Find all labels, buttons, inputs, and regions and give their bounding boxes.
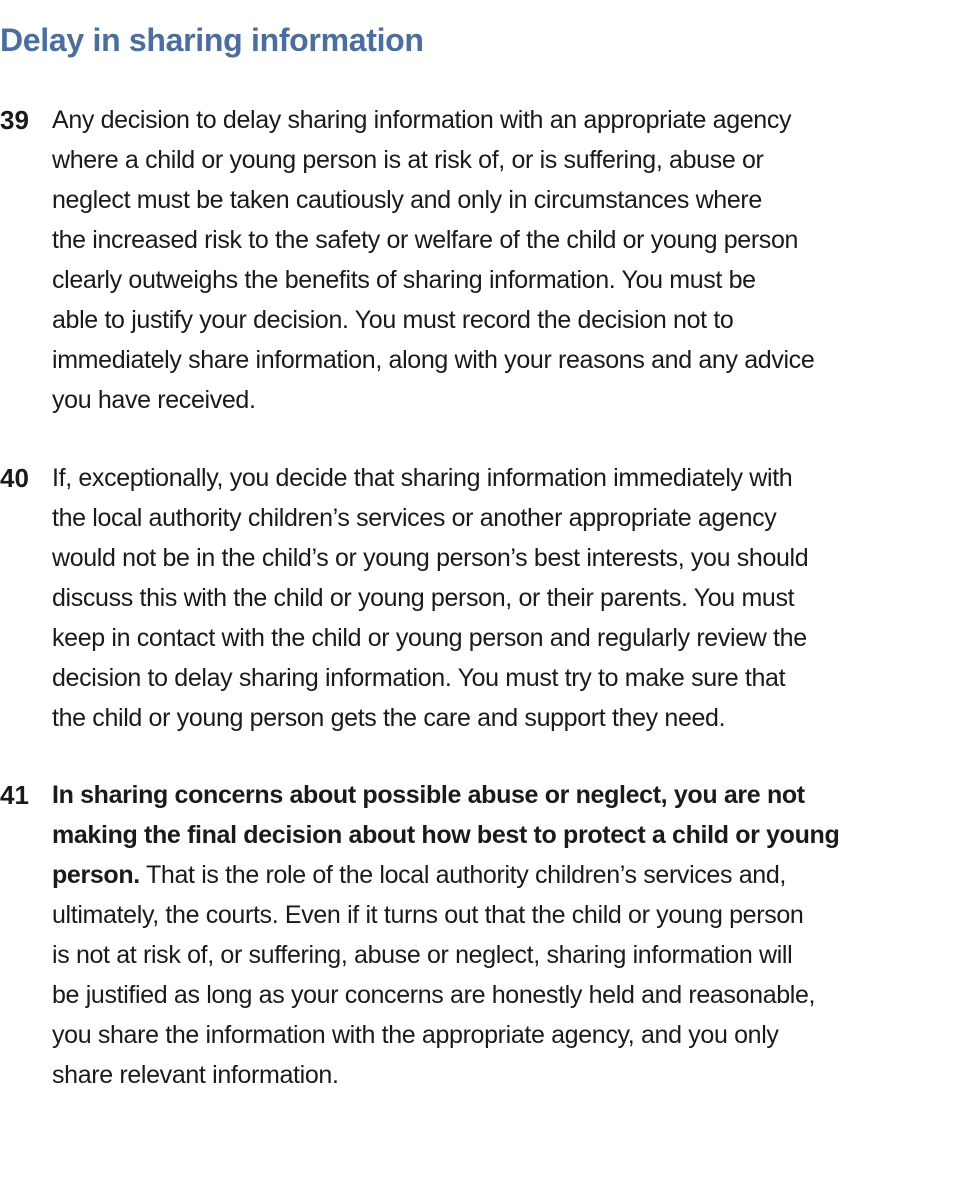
text-line: would not be in the child’s or young person’s best interests, you should — [52, 544, 809, 572]
text-line: you have received. — [52, 386, 256, 414]
text-continuation: That is the role of the local authority children’s services and, — [139, 861, 786, 889]
text-line — [52, 855, 952, 895]
emphasis-line: making the final decision about how best to protect a child or young — [52, 821, 840, 849]
text-line: able to justify your decision. You must record the decision not to — [52, 306, 734, 334]
paragraph-number: 39 — [0, 105, 29, 135]
paragraph-text — [52, 458, 952, 738]
text-line: keep in contact with the child or young person and regularly review the — [52, 624, 807, 652]
text-line: where a child or young person is at risk of, or is suffering, abuse or — [52, 146, 764, 174]
text-line: discuss this with the child or young person, or their parents. You must — [52, 584, 795, 612]
paragraph-number: 40 — [0, 463, 29, 493]
text-line: the local authority children’s services or another appropriate agency — [52, 504, 777, 532]
text-line: decision to delay sharing information. You must try to make sure that — [52, 664, 786, 692]
paragraph-text — [52, 100, 952, 420]
text-line: the increased risk to the safety or welfare of the child or young person — [52, 226, 799, 254]
text-line: you share the information with the appropriate agency, and you only — [52, 1021, 779, 1049]
section-heading: Delay in sharing information — [0, 22, 424, 58]
text-line: If, exceptionally, you decide that sharing information immediately with — [52, 464, 793, 492]
text-line: share relevant information. — [52, 1061, 339, 1089]
text-line: is not at risk of, or suffering, abuse or neglect, sharing information will — [52, 941, 793, 969]
paragraph-number: 41 — [0, 780, 29, 810]
text-line: be justified as long as your concerns are honestly held and reasonable, — [52, 981, 816, 1009]
text-line: Any decision to delay sharing information with an appropriate agency — [52, 106, 792, 134]
text-line: clearly outweighs the benefits of sharing information. You must be — [52, 266, 756, 294]
text-line: ultimately, the courts. Even if it turns out that the child or young person — [52, 901, 804, 929]
text-line: the child or young person gets the care and support they need. — [52, 704, 726, 732]
paragraph-text — [52, 775, 952, 1095]
emphasis-text: person. — [52, 861, 140, 889]
text-line: immediately share information, along with your reasons and any advice — [52, 346, 815, 374]
emphasis-line: In sharing concerns about possible abuse or neglect, you are not — [52, 781, 805, 809]
text-line: neglect must be taken cautiously and only in circumstances where — [52, 186, 762, 214]
